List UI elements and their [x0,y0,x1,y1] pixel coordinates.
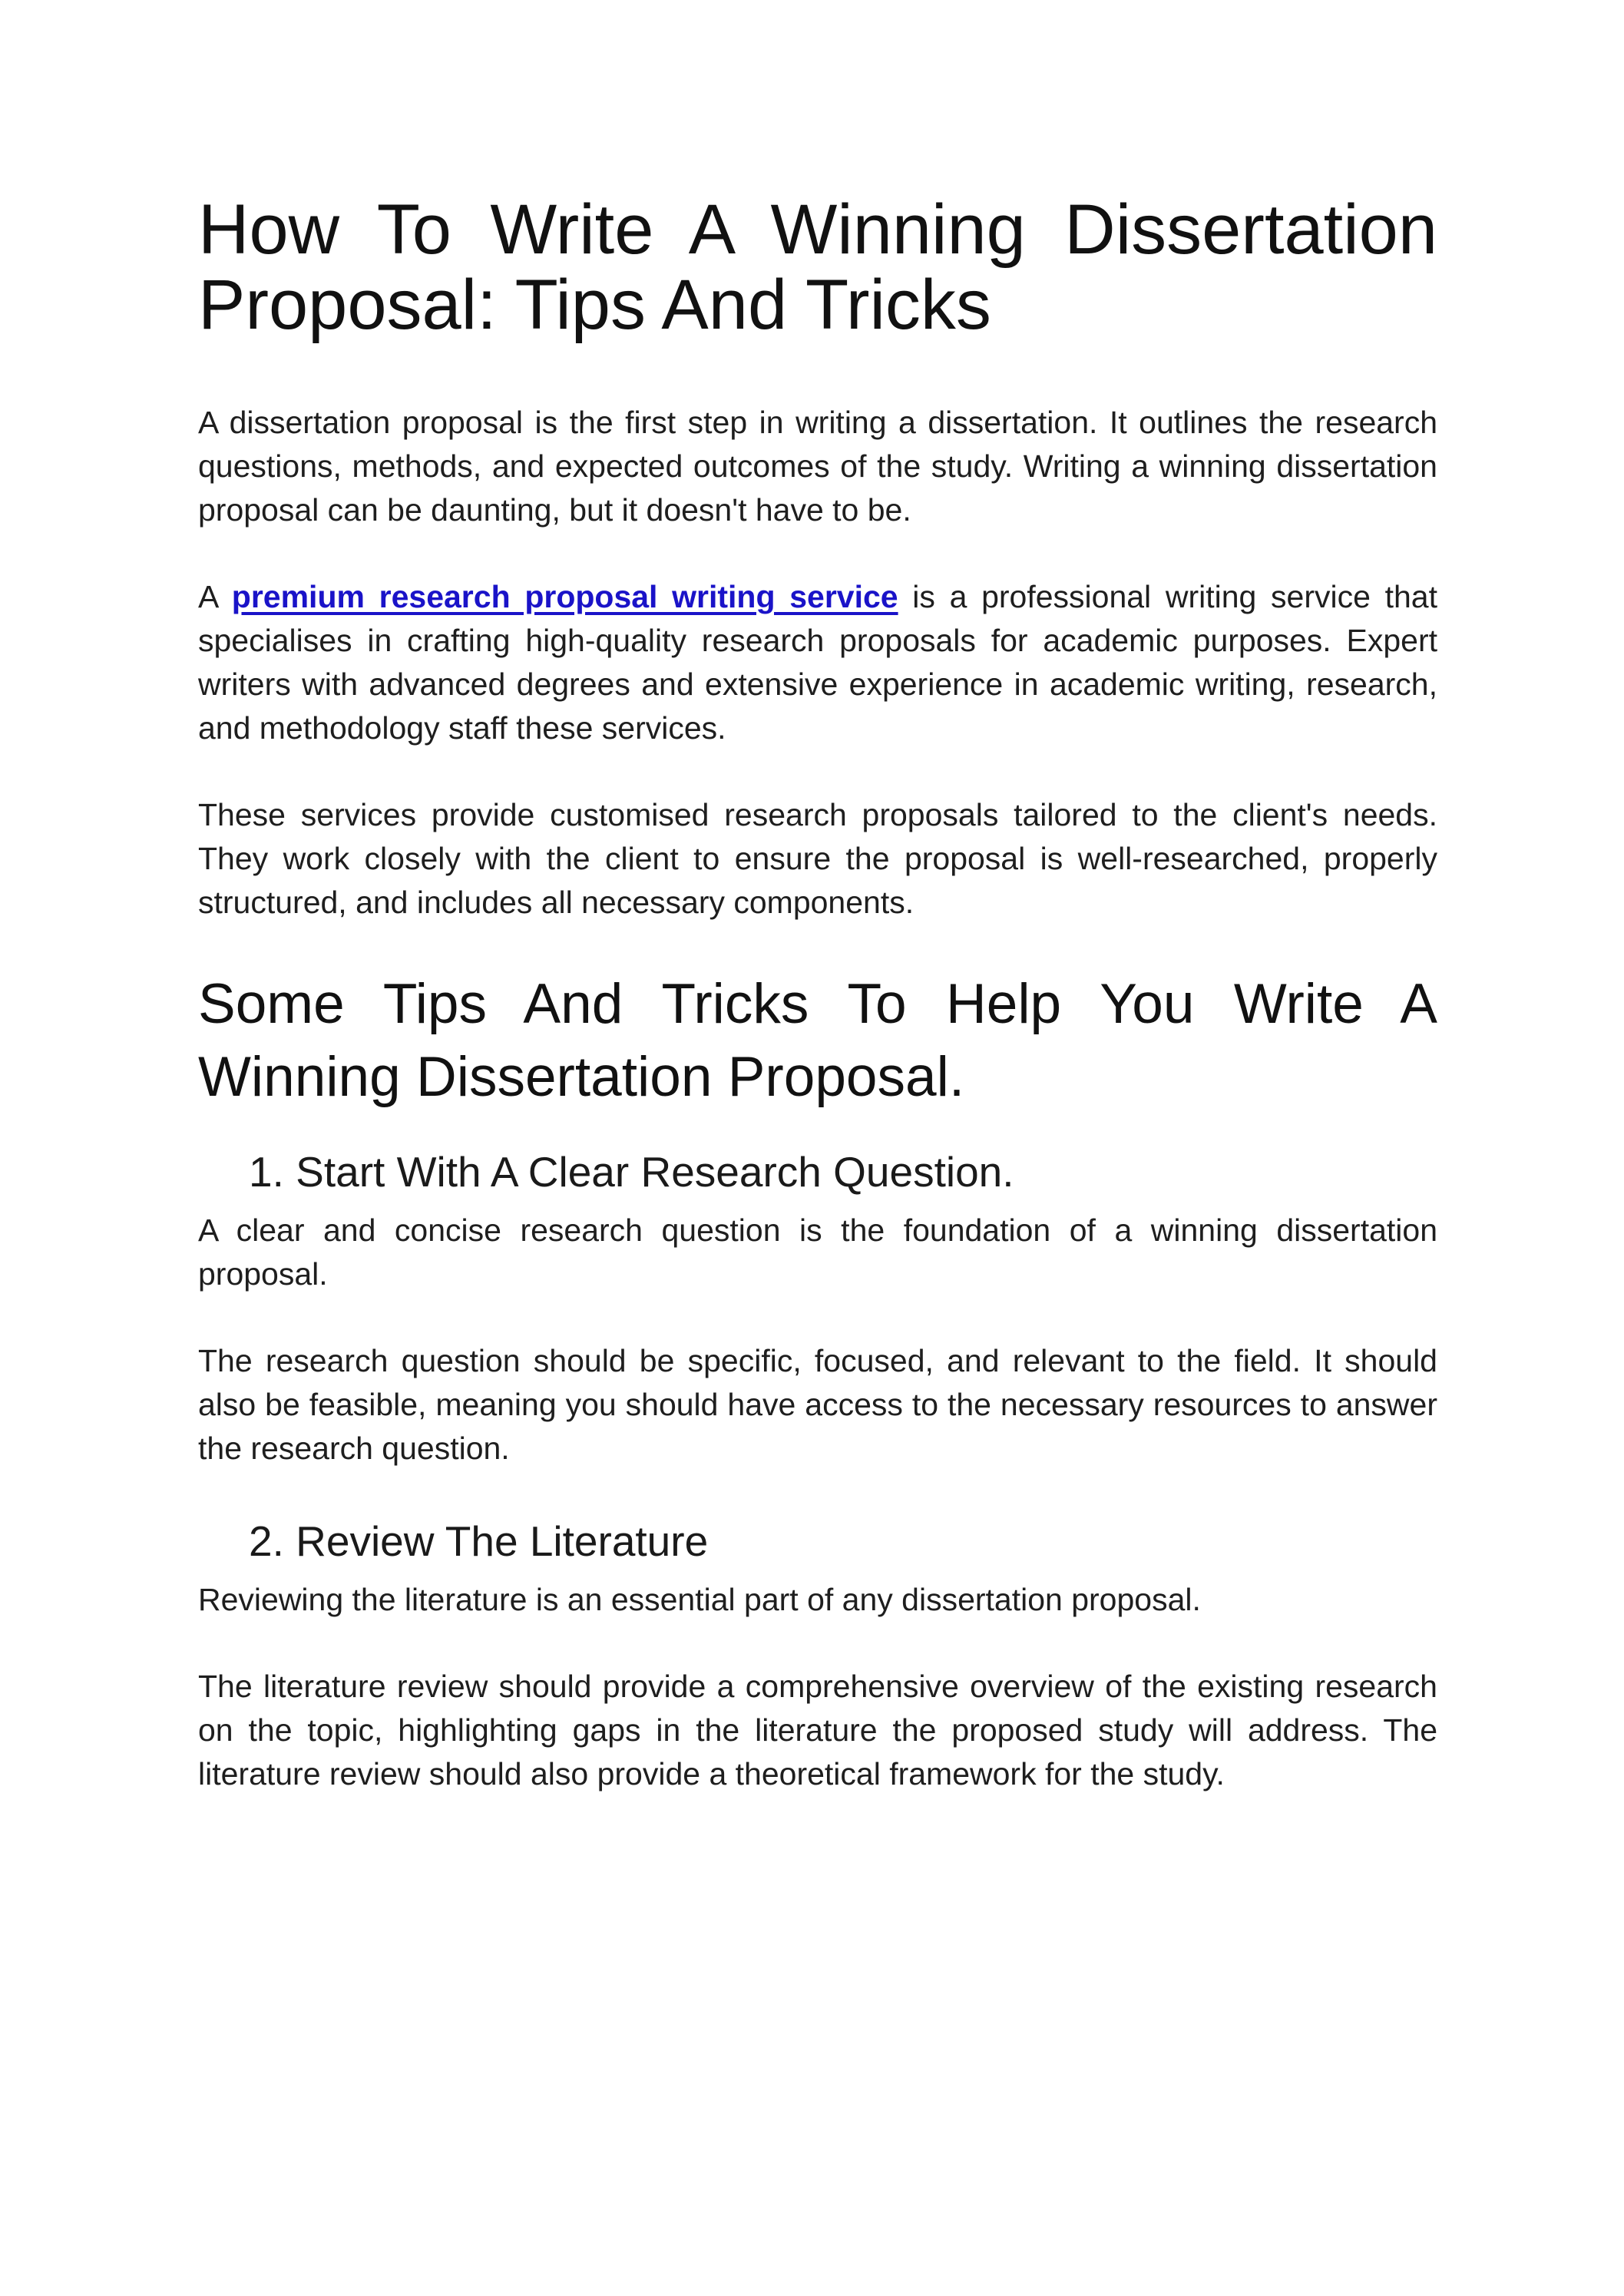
service-paragraph-prefix: A [198,579,232,614]
tip-2-paragraph-1: Reviewing the literature is an essential part of any dissertation proposal. [198,1582,1201,1617]
tip-heading-1: 1. Start With A Clear Research Question. [249,1148,1014,1196]
intro-paragraph: A dissertation proposal is the first step in writing a dissertation. It outlines the research questions, methods, and expected outcomes of the study. Writing a winning dissertation proposal can be daunting, but it doesn't have to be. [198,405,1437,528]
tip-2-paragraph-2: The literature review should provide a comprehensive overview of the existing research on the topic, highlighting gaps in the literature the proposed study will address. The literature review should also provide a theoretical framework for the study. [198,1669,1437,1791]
document-page [198,192,1437,1839]
tip-1-paragraph-2: The research question should be specific, focused, and relevant to the field. It should also be feasible, meaning you should have access to the necessary resources to answer the research question. [198,1343,1437,1466]
service-paragraph [198,575,1437,750]
services-paragraph: These services provide customised research proposals tailored to the client's needs. They work closely with the client to ensure the proposal is well-researched, properly structured, and includes all necessary components. [198,797,1437,920]
section-heading: Some Tips And Tricks To Help You Write A Winning Dissertation Proposal. [198,973,1437,1108]
service-paragraph-suffix: is a professional writing service that specialises in crafting high-quality research proposals for academic purposes. Expert writers with advanced degrees and extensive experience in academic writing, research, and methodology staff these services. [198,579,1437,746]
tip-1-paragraph-1: A clear and concise research question is the foundation of a winning dissertation proposal. [198,1213,1437,1292]
page-title: How To Write A Winning Dissertation Proposal: Tips And Tricks [198,190,1437,344]
premium-service-link[interactable]: premium research proposal writing service [231,579,898,614]
tip-heading-2: 2. Review The Literature [249,1517,709,1565]
